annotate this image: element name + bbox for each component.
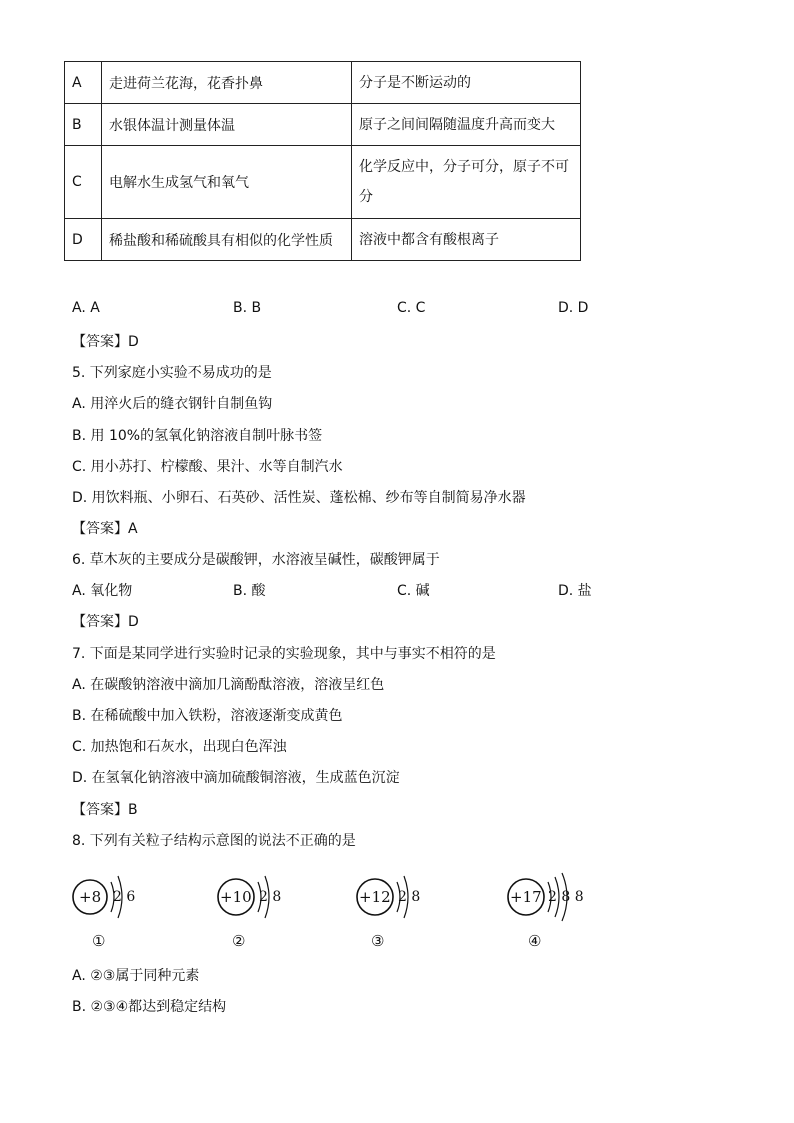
q8-option-a: A. ②③属于同种元素 (72, 968, 200, 984)
nucleus-charge: +8 (79, 888, 102, 906)
atom-diagram-1 (70, 872, 140, 952)
atom-diagram-4 (504, 872, 594, 952)
row-label: C (65, 146, 102, 219)
q6-choice-d: D. 盐 (558, 583, 592, 599)
diagram-label: ④ (528, 932, 542, 950)
q7-option-b: B. 在稀硫酸中加入铁粉，溶液逐渐变成黄色 (72, 708, 343, 724)
q8-option-b: B. ②③④都达到稳定结构 (72, 999, 227, 1015)
q7-option-a: A. 在碳酸钠溶液中滴加几滴酚酞溶液，溶液呈红色 (72, 677, 385, 693)
row-label: D (65, 219, 102, 261)
q5-answer: 【答案】A (72, 521, 138, 537)
electron-shells: 2 8 8 (548, 889, 584, 905)
q6-answer: 【答案】D (72, 614, 139, 630)
q6-stem: 6. 草木灰的主要成分是碳酸钾，水溶液呈碱性，碳酸钾属于 (72, 552, 440, 568)
q6-choice-c: C. 碱 (397, 583, 430, 599)
table-row (65, 62, 581, 104)
row-label: A (65, 62, 102, 104)
nucleus-charge: +17 (510, 888, 542, 906)
q5-stem: 5. 下列家庭小实验不易成功的是 (72, 365, 272, 381)
row-explanation: 原子之间间隔随温度升高而变大 (352, 104, 581, 146)
row-phenomenon: 走进荷兰花海，花香扑鼻 (102, 62, 352, 104)
q5-option-c: C. 用小苏打、柠檬酸、果汁、水等自制汽水 (72, 459, 343, 475)
row-phenomenon: 电解水生成氢气和氧气 (102, 146, 352, 219)
diagram-label: ① (92, 932, 106, 950)
q7-stem: 7. 下面是某同学进行实验时记录的实验现象，其中与事实不相符的是 (72, 646, 496, 662)
nucleus-charge: +10 (220, 888, 252, 906)
q7-option-c: C. 加热饱和石灰水，出现白色浑浊 (72, 739, 287, 755)
q4-choice-b: B. B (233, 300, 262, 316)
row-explanation: 溶液中都含有酸根离子 (352, 219, 581, 261)
row-phenomenon: 水银体温计测量体温 (102, 104, 352, 146)
nucleus-charge: +12 (359, 888, 391, 906)
q5-option-b: B. 用 10%的氢氧化钠溶液自制叶脉书签 (72, 428, 323, 444)
electron-shells: 2 8 (398, 889, 421, 905)
q4-choice-c: C. C (397, 300, 426, 316)
diagram-label: ② (232, 932, 246, 950)
table-row (65, 146, 581, 219)
q4-answer: 【答案】D (72, 334, 139, 350)
atom-diagram-3 (353, 872, 433, 952)
q4-choice-d: D. D (558, 300, 589, 316)
row-phenomenon: 稀盐酸和稀硫酸具有相似的化学性质 (102, 219, 352, 261)
table-row (65, 219, 581, 261)
q7-answer: 【答案】B (72, 802, 138, 818)
q5-option-d: D. 用饮料瓶、小卵石、石英砂、活性炭、蓬松棉、纱布等自制简易净水器 (72, 490, 526, 506)
options-table (64, 61, 581, 261)
table-row (65, 104, 581, 146)
q6-choice-b: B. 酸 (233, 583, 266, 599)
electron-shells: 2 8 (259, 889, 282, 905)
q5-option-a: A. 用淬火后的缝衣钢针自制鱼钩 (72, 396, 273, 412)
electron-shells: 2 6 (113, 889, 136, 905)
q8-stem: 8. 下列有关粒子结构示意图的说法不正确的是 (72, 833, 356, 849)
q6-choice-a: A. 氧化物 (72, 583, 133, 599)
q4-choice-a: A. A (72, 300, 100, 316)
row-label: B (65, 104, 102, 146)
atom-diagram-2 (214, 872, 294, 952)
q7-option-d: D. 在氢氧化钠溶液中滴加硫酸铜溶液，生成蓝色沉淀 (72, 770, 400, 786)
diagram-label: ③ (371, 932, 385, 950)
row-explanation: 分子是不断运动的 (352, 62, 581, 104)
row-explanation: 化学反应中，分子可分，原子不可分 (352, 146, 581, 219)
